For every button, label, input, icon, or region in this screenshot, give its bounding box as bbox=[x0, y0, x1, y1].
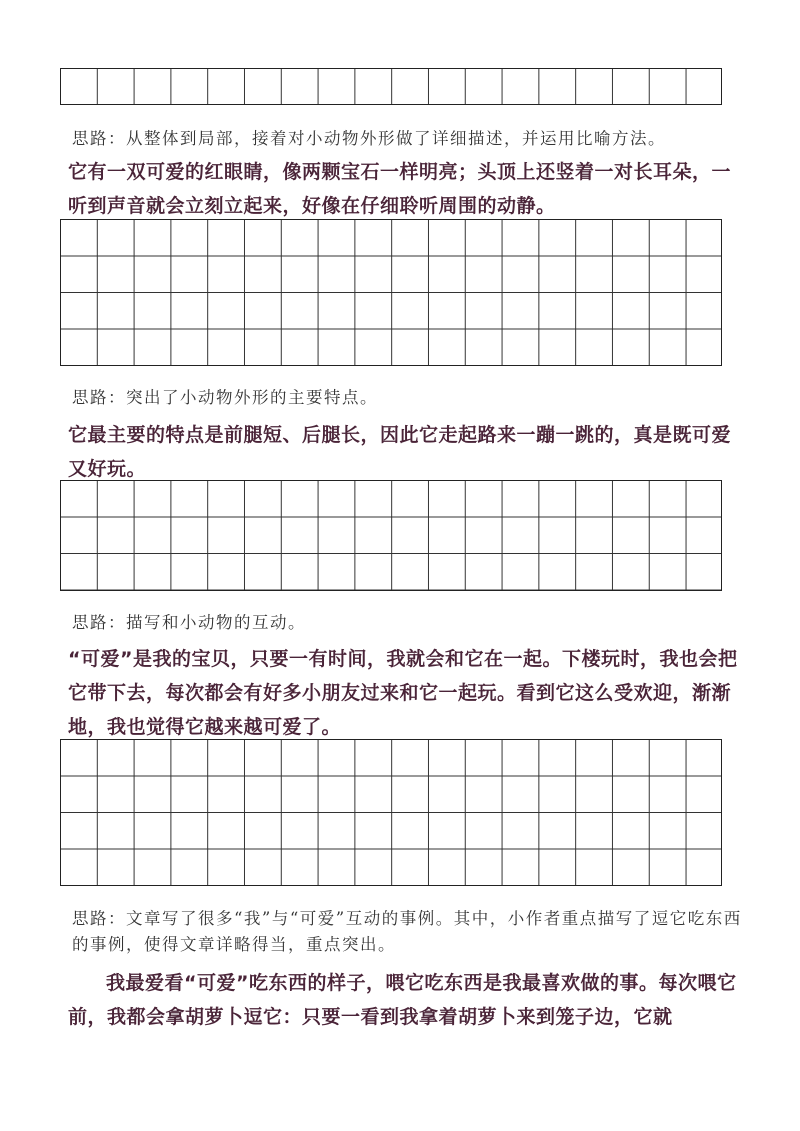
writing-grid-4 bbox=[60, 739, 722, 886]
model-text-4: 我最爱看“可爱”吃东西的样子，喂它吃东西是我最喜欢做的事。每次喂它前，我都会拿胡萝卜逗它：只要一看到我拿着胡萝卜来到笼子边，它就 bbox=[68, 972, 737, 1028]
model-text-1: 它有一双可爱的红眼睛，像两颗宝石一样明亮；头顶上还竖着一对长耳朵，一听到声音就会立刻立起来，好像在仔细聆听周围的动静。 bbox=[68, 161, 732, 217]
idea-note-2: 思路：突出了小动物外形的主要特点。 bbox=[72, 388, 378, 407]
writing-grid-1 bbox=[60, 68, 722, 105]
writing-grid-2 bbox=[60, 219, 722, 366]
idea-note-4: 思路：文章写了很多“我”与“可爱”互动的事例。其中，小作者重点描写了逗它吃东西的事例，使得文章详略得当，重点突出。 bbox=[72, 909, 742, 954]
model-text-2: 它最主要的特点是前腿短、后腿长，因此它走起路来一蹦一跳的，真是既可爱又好玩。 bbox=[68, 424, 732, 480]
writing-grid-3 bbox=[60, 480, 722, 591]
idea-note-3: 思路：描写和小动物的互动。 bbox=[72, 613, 306, 632]
model-text-3: “可爱”是我的宝贝，只要一有时间，我就会和它在一起。下楼玩时，我也会把它带下去，每次都会有好多小朋友过来和它一起玩。看到它这么受欢迎，渐渐地，我也觉得它越来越可爱了。 bbox=[68, 648, 738, 738]
idea-note-1: 思路：从整体到局部，接着对小动物外形做了详细描述，并运用比喻方法。 bbox=[72, 129, 666, 148]
